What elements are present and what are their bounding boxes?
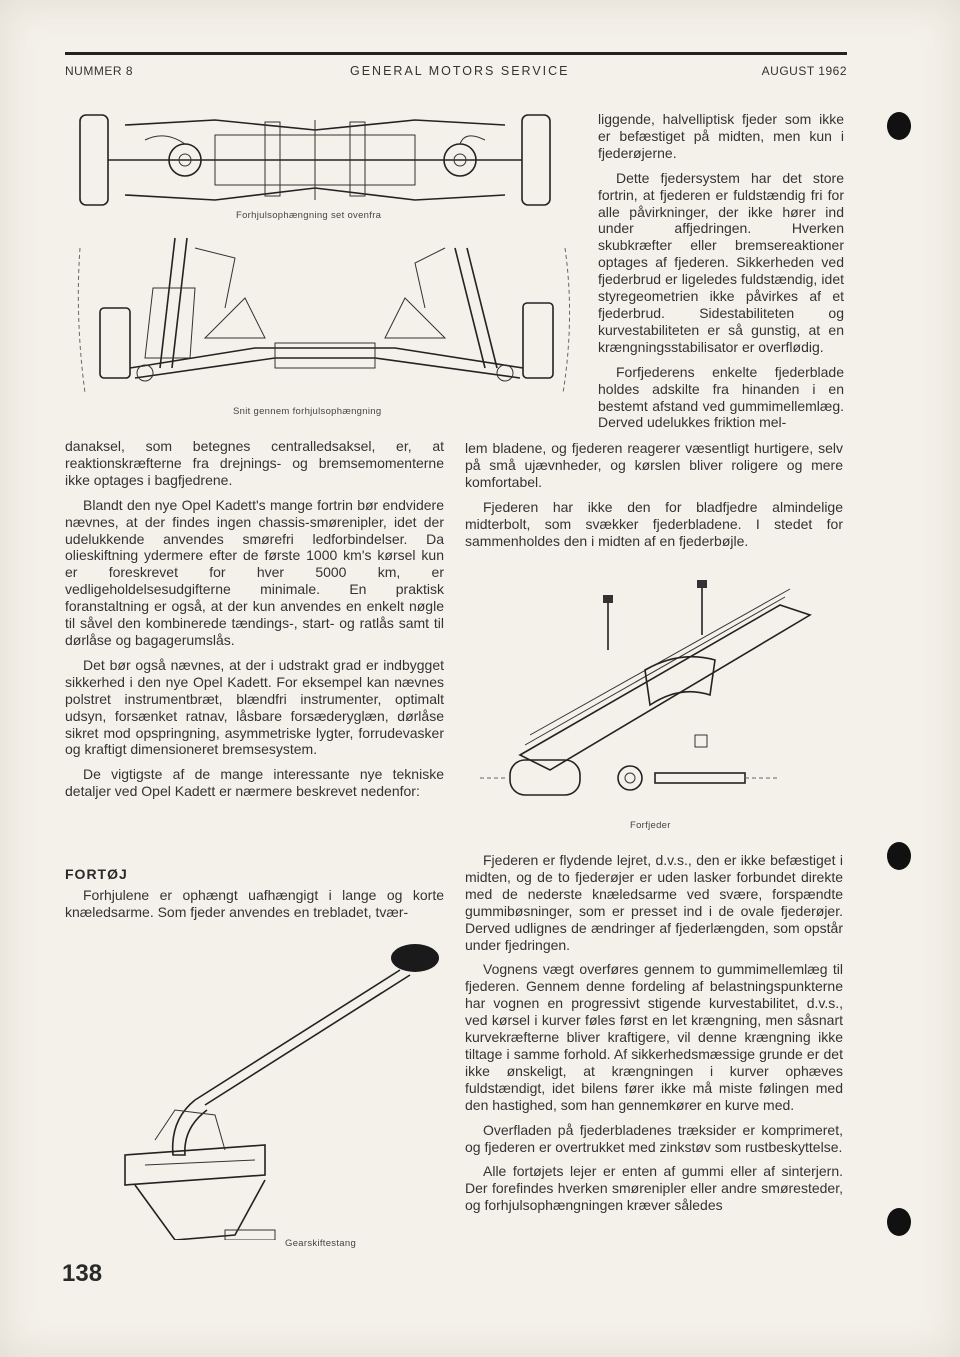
paragraph: Fjederen er flydende lejret, d.v.s., den er ikke befæstiget i midten, og de to fjederøjer er uden lasker forbundet direkte med de nederste knæledsarme ved svære, forspændte gummibøsninger, som er presset ind i de ovale fjederøjer. Derved udlignes de ændringer af fjederlængden, som opstår under fjedringen. <box>465 852 843 953</box>
page-number: 138 <box>62 1260 103 1287</box>
suspension-section-illustration <box>75 228 575 403</box>
publication-title: GENERAL MOTORS SERVICE <box>350 64 570 78</box>
left-column <box>65 438 444 808</box>
paragraph: Forfjederens enkelte fjederblade holdes adskilte fra hinanden i en bestemt afstand ved gummimellemlæg. Derved udelukkes friktion mel- <box>598 363 844 431</box>
right-column-lower <box>465 852 843 1222</box>
paragraph: liggende, halvelliptisk fjeder som ikke er befæstiget på midten, men kun i fjederøjerne. <box>598 111 844 161</box>
paragraph: danaksel, som betegnes centralledsaksel, er, at reaktionskræfterne fra drejnings- og bremsemomenterne ikke optages i bagfjedrene. <box>65 438 444 488</box>
left-column-continued <box>65 887 444 929</box>
binder-hole-bottom <box>887 1208 911 1236</box>
binder-hole-middle <box>887 842 911 870</box>
paragraph: Vognens vægt overføres gennem to gummimellemlæg til fjederen. Gennem denne fordeling af belastningspunkterne har vognen en progressivt stigende kurvestabilitet, d.v.s., ved kørsel i kurver føles først en let krængning, men såsnart kurvekræfterne bliver kraftigere, vil denne krængning ikke tiltage i samme forhold. Af sikkerhedsmæssige grunde er det ikke ønskeligt, at krængningen i kurver ophæves fuldstændigt, idet bilens fører ikke må miste følingen med den hastighed, som han gennemkører en kurve med. <box>465 961 843 1113</box>
issue-number: NUMMER 8 <box>65 64 134 78</box>
right-column-upper <box>598 111 844 431</box>
paragraph: Blandt den nye Opel Kadett's mange fortrin bør endvidere nævnes, at der findes ingen chassis-smørenipler, idet der udelukkende anvendes smørefri ledforbindelser. Da olieskiftning ydermere efter de første 1000 km's kørsel kun er foreskrevet for hver 5000 km, er vedligeholdelsesudgifterne minimale. En praktisk foranstaltning er også, at der kun anvendes en enkelt nøgle til såvel den kombinerede tændings-, start- og ratlås samt til dørlåse og bagagerumslås. <box>65 496 444 648</box>
section-heading: FORTØJ <box>65 866 128 882</box>
paragraph: Overfladen på fjederbladenes træksider er komprimeret, og fjederen er overtrukket med zinkstøv som rustbeskyttelse. <box>465 1121 843 1155</box>
issue-date: AUGUST 1962 <box>761 64 847 78</box>
paragraph: Alle fortøjets lejer er enten af gummi eller af sinterjern. Der forefindes hverken smørenipler eller andre smøresteder, og forhjulsophængningen kræver således <box>465 1163 843 1214</box>
leaf-spring-illustration <box>480 575 820 805</box>
binder-hole-top <box>887 112 911 140</box>
paragraph: lem bladene, og fjederen reagerer væsentligt hurtigere, selv på små ujævnheder, og kørslen bliver roligere og mere komfortabel. <box>465 440 843 490</box>
paragraph: Fjederen har ikke den for bladfjedre almindelige midterbolt, som svækker fjederbladene. I stedet for sammenholdes den i midten af en fjederbøjle. <box>465 498 843 549</box>
header-rule <box>65 52 847 55</box>
suspension-top-view-illustration <box>65 100 565 225</box>
gear-lever-illustration <box>115 940 445 1240</box>
gear-caption: Gearskiftestang <box>285 1238 357 1249</box>
right-column-middle <box>465 440 843 557</box>
paragraph: Det bør også nævnes, at der i udstrakt grad er indbygget sikkerhed i den nye Opel Kadett. For eksempel kan nævnes polstret instrumentbræt, blændfri instrumenter, optimalt udsyn, forsænket ratnav, låsbare forsæderyglæn, dørlåse sikret mod opspringning, asymmetriske lygter, forrudevasker og kraftigt dimensioneret bremsesystem. <box>65 656 444 758</box>
section-caption: Snit gennem forhjulsophængning <box>233 406 382 417</box>
paragraph: Dette fjedersystem har det store fortrin, at fjederen er fuldstændig fri for alle påvirkninger, der ikke hører ind under affjedringen. Hverken skubkræfter eller bremsereaktioner optages af fjederen. Sikkerheden ved fjederbrud er ligeledes fuldstændig, idet styregeometrien ikke påvirkes af et fjederbrud. Sidestabiliteten og kurvestabiliteten er så gunstig, at en krængningsstabilisator er overflødig. <box>598 169 844 355</box>
spring-caption: Forfjeder <box>630 820 671 831</box>
paragraph: Forhjulene er ophængt uafhængigt i lange og korte knæledsarme. Som fjeder anvendes en trebladet, tvær- <box>65 887 444 920</box>
top-view-caption: Forhjulsophængning set ovenfra <box>236 210 382 221</box>
paragraph: De vigtigste af de mange interessante nye tekniske detaljer ved Opel Kadett er nærmere beskrevet nedenfor: <box>65 766 444 800</box>
